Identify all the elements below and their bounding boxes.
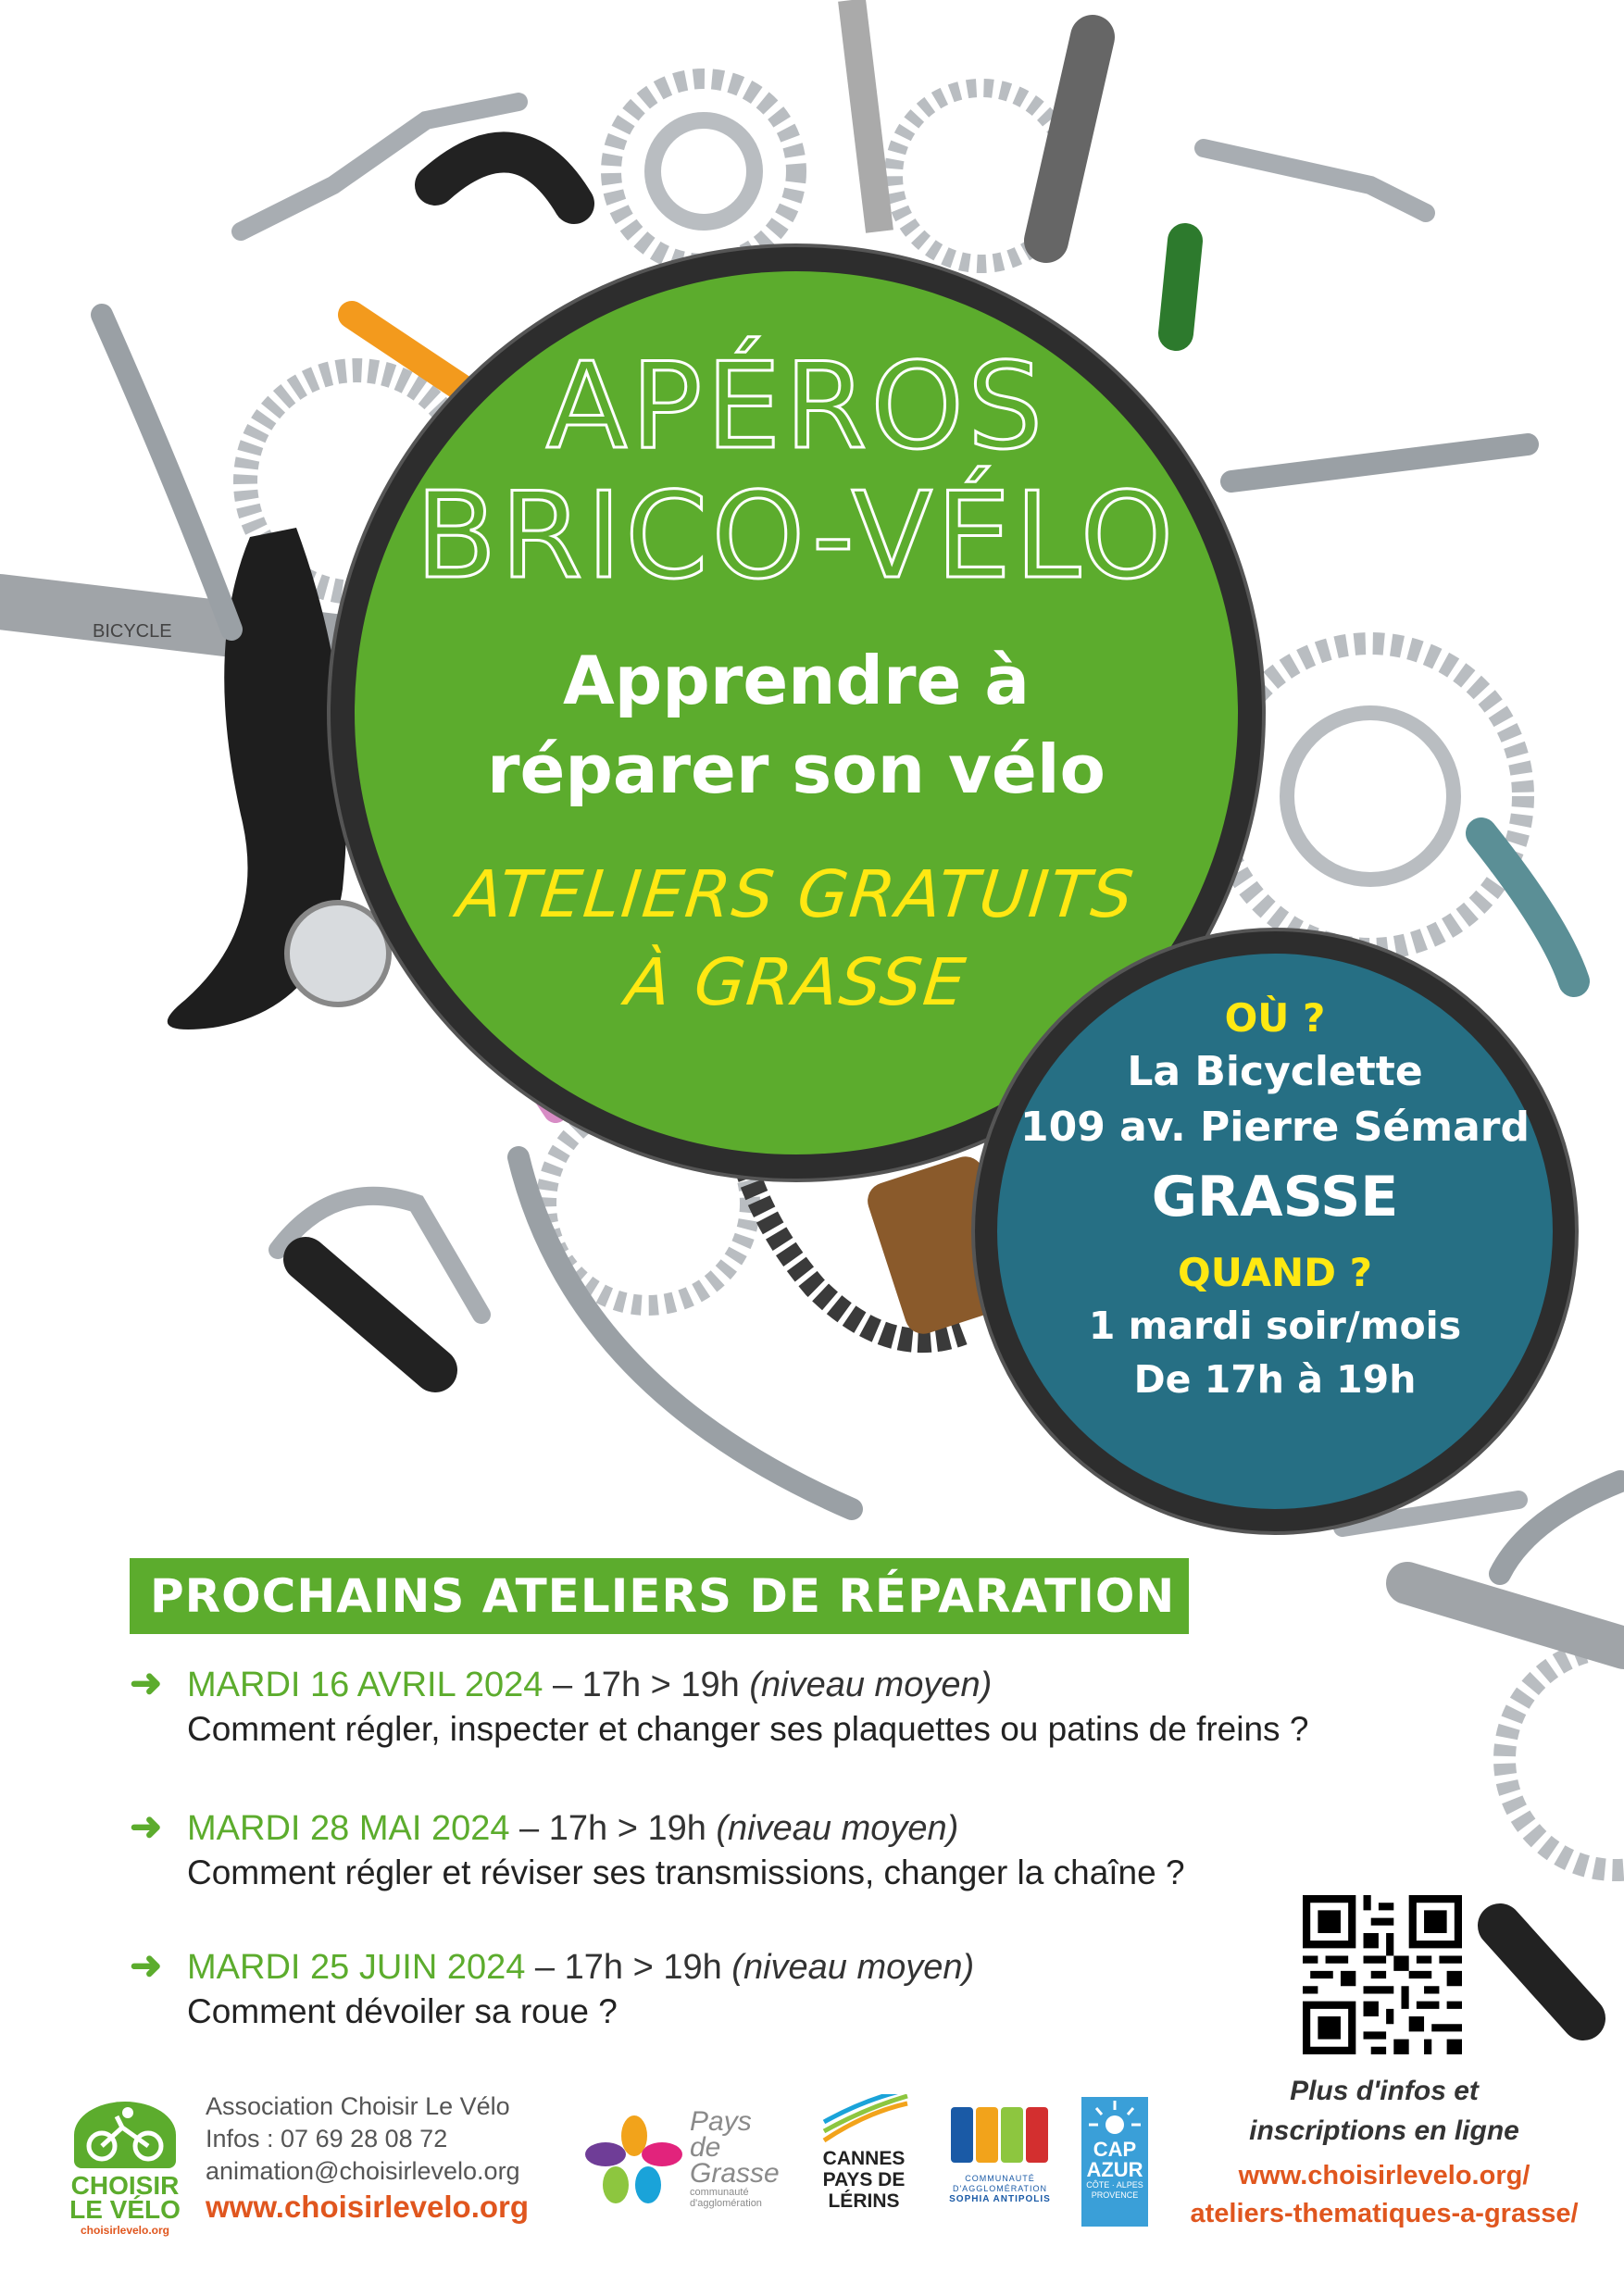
title-line-2: BRICO-VÉLO <box>415 468 1178 605</box>
cannes-pays-de-lerins-logo <box>813 2148 915 2212</box>
cannes-waves-icon <box>819 2094 912 2150</box>
cap-azur-logo <box>1081 2097 1148 2227</box>
cap-azur-line-4: PROVENCE <box>1091 2190 1139 2200</box>
sophia-line-1: COMMUNAUTÉ <box>965 2174 1035 2183</box>
pays-de-grasse-flower-icon <box>583 2113 685 2205</box>
frequency: 1 mardi soir/mois <box>1088 1304 1462 1348</box>
event-level: (niveau moyen) <box>716 1809 959 1848</box>
logo-text-line-1: CHOISIR <box>70 2171 180 2200</box>
more-info-url-line-1[interactable]: www.choisirlevelo.org/ <box>1238 2161 1530 2190</box>
subtitle-line-2: réparer son vélo <box>487 730 1106 808</box>
venue-name: La Bicyclette <box>1127 1048 1423 1095</box>
when-label: QUAND ? <box>1177 1250 1373 1295</box>
cyclist-icon <box>74 2102 176 2168</box>
venue-address: 109 av. Pierre Sémard <box>1020 1104 1530 1151</box>
association-email[interactable]: animation@choisirlevelo.org <box>206 2157 520 2185</box>
title-line-1: APÉROS <box>545 338 1047 476</box>
cannes-line-2: PAYS DE <box>822 2169 906 2190</box>
qr-code[interactable] <box>1303 1895 1462 2054</box>
subtitle-line-1: Apprendre à <box>563 642 1030 719</box>
logo-text <box>65 2171 185 2224</box>
event-time: – 17h > 19h <box>543 1666 750 1704</box>
cap-azur-line-3: CÔTE · ALPES <box>1086 2180 1143 2190</box>
arrow-right-icon: ➜ <box>130 1943 163 1987</box>
event-item <box>130 1803 1333 1892</box>
event-description: Comment régler, inspecter et changer ses plaquettes ou patins de freins ? <box>187 1710 1309 1748</box>
event-date: MARDI 28 MAI 2024 <box>187 1809 510 1848</box>
pays-de-grasse-line-1: Pays <box>690 2106 752 2137</box>
event-description: Comment dévoiler sa roue ? <box>187 1992 618 2030</box>
association-name: Association Choisir Le Vélo <box>206 2092 510 2120</box>
cap-azur-line-2: AZUR <box>1086 2158 1143 2181</box>
event-item <box>130 1942 1333 2031</box>
hours: De 17h à 19h <box>1133 1357 1417 1402</box>
cap-azur-text <box>1081 2140 1148 2201</box>
more-info-url[interactable] <box>1176 2157 1593 2233</box>
sophia-antipolis-emblem-icon <box>949 2103 1051 2168</box>
bicycle-label: BICYCLE <box>93 621 172 642</box>
association-phone: Infos : 07 69 28 08 72 <box>206 2125 448 2152</box>
info-circle <box>997 954 1553 1509</box>
choisir-le-velo-logo <box>74 2102 176 2168</box>
arrow-right-icon: ➜ <box>130 1661 163 1704</box>
pays-de-grasse-line-2: de <box>690 2132 721 2163</box>
event-date: MARDI 16 AVRIL 2024 <box>187 1666 543 1704</box>
pays-de-grasse-line-3: Grasse <box>690 2158 780 2189</box>
tagline-line-1: ATELIERS GRATUITS <box>454 856 1139 932</box>
event-level: (niveau moyen) <box>749 1666 993 1704</box>
event-level: (niveau moyen) <box>731 1948 975 1987</box>
more-info-line-2: inscriptions en ligne <box>1249 2115 1519 2146</box>
logo-url: choisirlevelo.org <box>80 2224 170 2237</box>
sun-icon <box>1081 2097 1148 2139</box>
event-time: – 17h > 19h <box>525 1948 732 1987</box>
event-date: MARDI 25 JUIN 2024 <box>187 1948 526 1987</box>
cap-azur-line-1: CAP <box>1093 2138 1137 2161</box>
sophia-line-2: D'AGGLOMÉRATION <box>952 2184 1048 2193</box>
cannes-line-3: LÉRINS <box>828 2190 900 2212</box>
where-label: OÙ ? <box>1224 995 1326 1041</box>
tagline-line-2: À GRASSE <box>621 944 971 1020</box>
more-info <box>1194 2071 1574 2151</box>
pays-de-grasse-sub-1: communauté <box>690 2187 749 2198</box>
event-description: Comment régler et réviser ses transmissions, changer la chaîne ? <box>187 1853 1185 1891</box>
sophia-line-3: SOPHIA ANTIPOLIS <box>949 2194 1051 2204</box>
arrow-right-icon: ➜ <box>130 1804 163 1848</box>
section-title: PROCHAINS ATELIERS DE RÉPARATION <box>130 1558 1189 1634</box>
association-website[interactable]: www.choisirlevelo.org <box>206 2190 530 2224</box>
venue-city: GRASSE <box>1151 1165 1399 1229</box>
pays-de-grasse-sub-2: d'agglomération <box>690 2198 762 2209</box>
sophia-antipolis-logo <box>935 2174 1065 2204</box>
event-time: – 17h > 19h <box>509 1809 717 1848</box>
cannes-line-1: CANNES <box>822 2148 906 2169</box>
pays-de-grasse-logo <box>690 2106 801 2209</box>
more-info-url-line-2[interactable]: ateliers-thematiques-a-grasse/ <box>1190 2199 1579 2228</box>
logo-text-line-2: LE VÉLO <box>69 2195 181 2224</box>
event-item <box>130 1660 1333 1749</box>
more-info-line-1: Plus d'infos et <box>1290 2076 1479 2106</box>
